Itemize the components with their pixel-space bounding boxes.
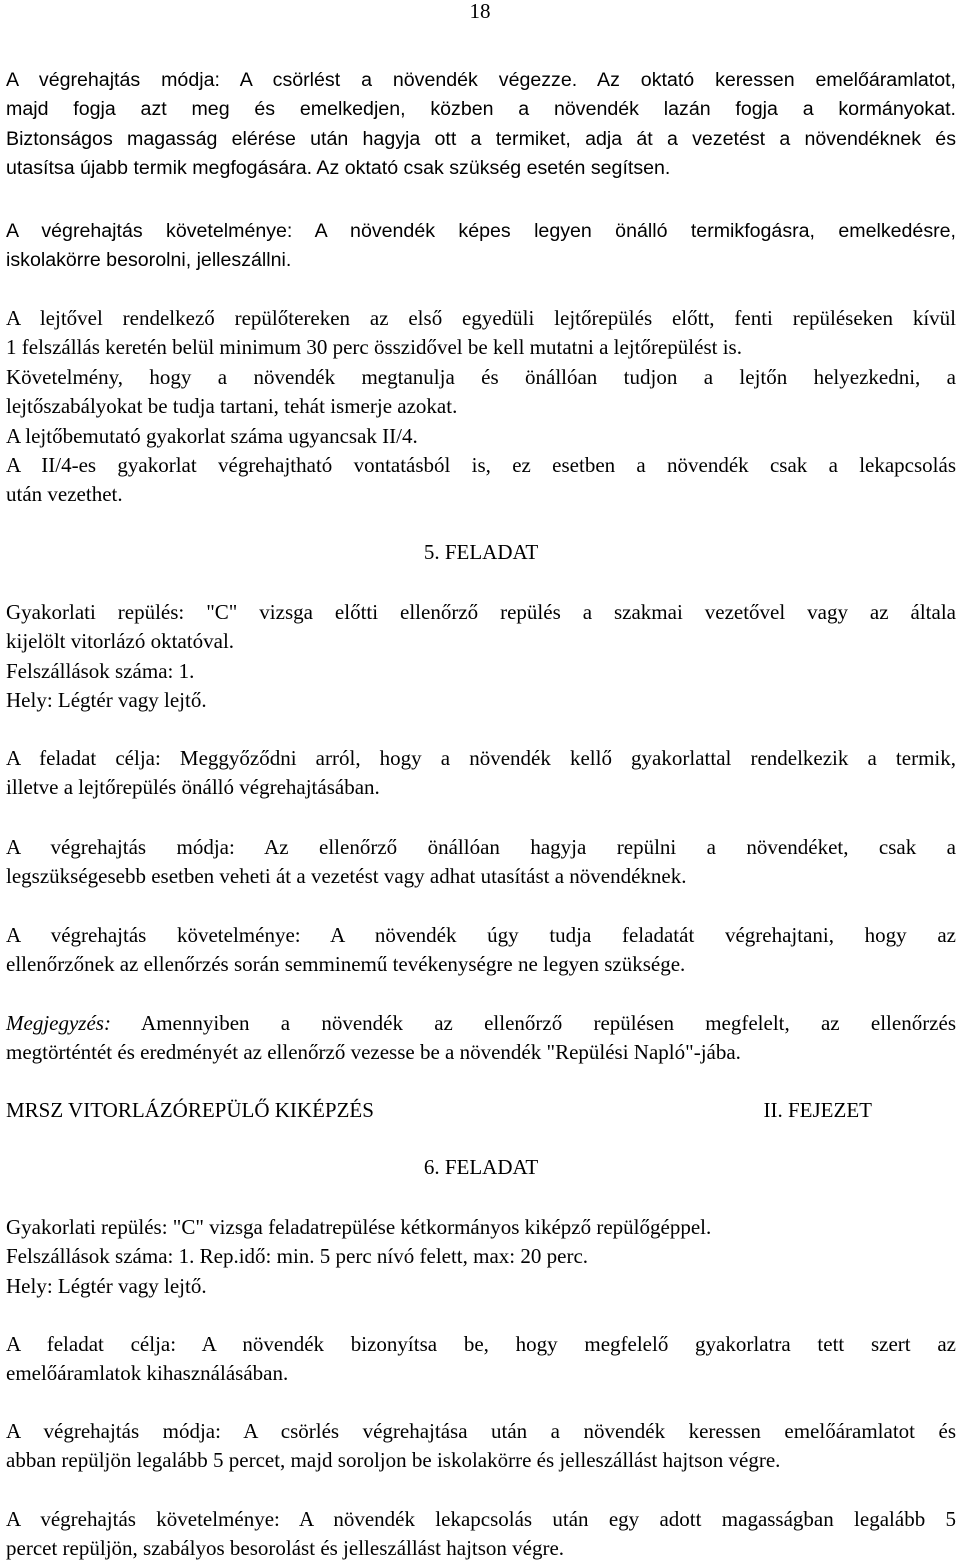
text-line: A végrehajtás követelménye: A növendék képes legyen önálló termikfogásra, emelkedésre, bbox=[6, 220, 956, 242]
requirement-paragraph-1 bbox=[6, 217, 956, 276]
text-line: A feladat célja: Meggyőződni arról, hogy a növendék kellő gyakorlattal rendelkezik a termik, bbox=[6, 746, 956, 770]
task-5-note bbox=[6, 1009, 956, 1068]
text-line: A végrehajtás módja: A csörlést a növendék végezze. Az oktató keressen emelőáramlatot, bbox=[6, 69, 956, 91]
page-number: 18 bbox=[469, 0, 491, 23]
text-line: A lejtőbemutató gyakorlat száma ugyancsak II/4. bbox=[6, 423, 418, 448]
text-line: emelőáramlatok kihasználásában. bbox=[6, 1361, 289, 1386]
text-line: Hely: Légtér vagy lejtő. bbox=[6, 688, 207, 713]
text-line: Követelmény, hogy a növendék megtanulja és önállóan tudjon a lejtőn helyezkedni, a bbox=[6, 364, 956, 389]
text-line: A lejtővel rendelkező repülőtereken az első egyedüli lejtőrepülés előtt, fenti repüléseken kívül bbox=[6, 306, 956, 330]
text-line: iskolakörre besorolni, jelleszállni. bbox=[6, 249, 292, 272]
task-5-requirement bbox=[6, 921, 956, 980]
note-label: Megjegyzés: bbox=[6, 1011, 111, 1035]
slope-paragraph bbox=[6, 304, 956, 510]
text-line: után vezethet. bbox=[6, 482, 123, 507]
text-line: Felszállások száma: 1. Rep.idő: min. 5 perc nívó felett, max: 20 perc. bbox=[6, 1244, 589, 1269]
chapter-header-row bbox=[6, 1096, 956, 1125]
chapter-label: II. FEJEZET bbox=[763, 1098, 872, 1122]
text-line: Gyakorlati repülés: "C" vizsga feladatrepülése kétkormányos kiképző repülőgéppel. bbox=[6, 1215, 712, 1239]
heading-text: 6. FELADAT bbox=[423, 1155, 539, 1179]
task-6-method bbox=[6, 1417, 956, 1476]
text-line: Hely: Légtér vagy lejtő. bbox=[6, 1273, 207, 1298]
text-line: percet repüljön, szabályos besorolást és jelleszállást hajtson végre. bbox=[6, 1536, 565, 1561]
text-line: lejtőszabályokat be tudja tartani, tehát ismerje azokat. bbox=[6, 394, 458, 419]
text-line: A végrehajtás követelménye: A növendék lekapcsolás után egy adott magasságban legalább 5 bbox=[6, 1507, 956, 1531]
task-6-heading bbox=[6, 1153, 956, 1182]
note-text: Amennyiben a növendék az ellenőrző repülésen megfelelt, az ellenőrzés bbox=[110, 1011, 956, 1035]
text-line: A feladat célja: A növendék bizonyítsa be, hogy megfelelő gyakorlatra tett szert az bbox=[6, 1332, 956, 1356]
text-line: ellenőrzőnek az ellenőrzés során semminemű tevékenységre ne legyen szüksége. bbox=[6, 952, 686, 977]
text-line: A végrehajtás módja: A csörlés végrehajtása után a növendék keressen emelőáramlatot és bbox=[6, 1419, 956, 1443]
text-line: kijelölt vitorlázó oktatóval. bbox=[6, 629, 235, 654]
heading-text: 5. FELADAT bbox=[423, 540, 539, 564]
task-5-heading bbox=[6, 538, 956, 567]
text-line: Felszállások száma: 1. bbox=[6, 658, 195, 683]
text-line: megtörténtét és eredményét az ellenőrző vezesse be a növendék "Repülési Napló"-jába. bbox=[6, 1040, 741, 1065]
task-6-requirement bbox=[6, 1505, 956, 1564]
text-line: A végrehajtás módja: Az ellenőrző önállóan hagyja repülni a növendéket, csak a bbox=[6, 835, 956, 859]
text-line: legszükségesebb esetben veheti át a vezetést vagy adhat utasítást a növendéknek. bbox=[6, 864, 687, 889]
task-5-method bbox=[6, 833, 956, 892]
text-line: illetve a lejtőrepülés önálló végrehajtásában. bbox=[6, 775, 380, 800]
text-line: 1 felszállás keretén belül minimum 30 perc összidővel be kell mutatni a lejtőrepülést is. bbox=[6, 335, 742, 360]
task-5-intro bbox=[6, 598, 956, 716]
text-line: majd fogja azt meg és emelkedjen, közben a növendék lazán fogja a kormányokat. bbox=[6, 98, 956, 121]
task-6-goal bbox=[6, 1330, 956, 1389]
text-line: utasítsa újabb termik megfogására. Az oktató csak szükség esetén segítsen. bbox=[6, 157, 671, 180]
course-title: MRSZ VITORLÁZÓREPÜLŐ KIKÉPZÉS bbox=[6, 1098, 374, 1122]
text-line: abban repüljön legalább 5 percet, majd soroljon be iskolakörre és jelleszállást hajtson végre. bbox=[6, 1448, 781, 1473]
task-6-intro bbox=[6, 1213, 956, 1301]
note-line bbox=[6, 1009, 956, 1038]
text-line: A végrehajtás követelménye: A növendék úgy tudja feladatát végrehajtani, hogy az bbox=[6, 923, 956, 947]
text-line: A II/4-es gyakorlat végrehajtható vontatásból is, ez esetben a növendék csak a lekapcsolás bbox=[6, 453, 956, 478]
method-paragraph-1 bbox=[6, 66, 956, 184]
text-line: Gyakorlati repülés: "C" vizsga előtti ellenőrző repülés a szakmai vezetővel vagy az általa bbox=[6, 600, 956, 624]
text-line: Biztonságos magasság elérése után hagyja ott a termiket, adja át a vezetést a növendéknek és bbox=[6, 127, 956, 150]
task-5-goal bbox=[6, 744, 956, 803]
